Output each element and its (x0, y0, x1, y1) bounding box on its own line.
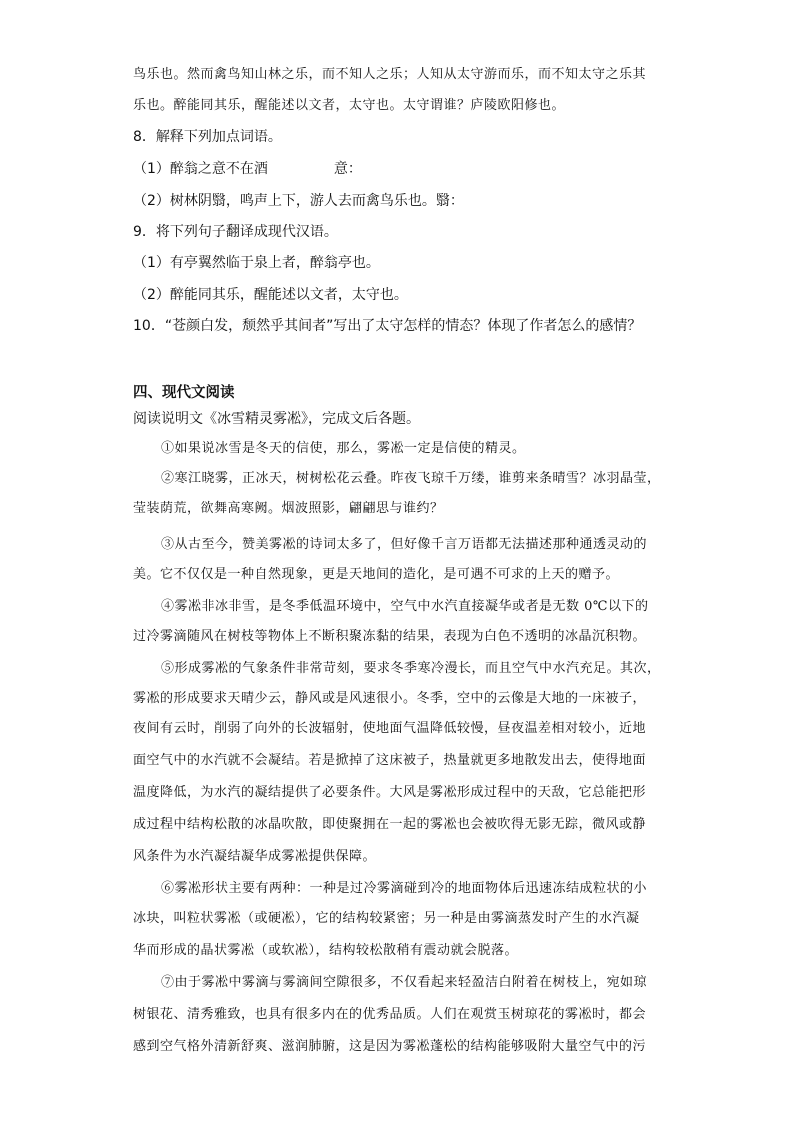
classical-text-line: 乐也。醉能同其乐，醒能述以文者，太守也。太守谓谁？庐陵欧阳修也。 (133, 98, 566, 113)
paragraph-5-line: 成过程中结构松散的冰晶吹散，即使聚拥在一起的雾凇也会被吹得无影无踪，微风或静 (133, 817, 647, 832)
paragraph-4-line: ④雾凇非冰非雪，是冬季低温环境中，空气中水汽直接凝华或者是无数 0℃以下的 (161, 599, 649, 614)
section-instruction: 阅读说明文《冰雪精灵雾凇》，完成文后各题。 (133, 411, 420, 427)
paragraph-6-line: 华而形成的晶状雾凇（或软凇），结构较松散稍有震动就会脱落。 (133, 943, 519, 958)
question-9-2: （2）醉能同其乐，醒能述以文者，太守也。 (133, 287, 408, 303)
paragraph-6-line: 冰块，叫粒状雾凇（或硬凇），它的结构较紧密；另一种是由雾滴蒸发时产生的水汽凝 (133, 911, 640, 926)
paragraph-7-line: 树银花、清秀雅致，也具有很多内在的优秀品质。人们在观赏玉树琼花的雾凇时，都会 (133, 1007, 647, 1022)
paragraph-5-line: 面空气中的水汽就不会凝结。若是掀掉了这床被子，热量就更多地散发出去，使得地面 (133, 753, 647, 768)
paragraph-5-line: 夜间有云时，削弱了向外的长波辐射，使地面气温降低较慢，昼夜温差相对较小，近地 (133, 721, 647, 736)
question-9-1: （1）有亭翼然临于泉上者，醉翁亭也。 (133, 255, 380, 271)
question-8-1-text: （1）醉翁之意不在酒 (133, 161, 268, 177)
paragraph-5-line: 风条件为水汽凝结凝华成雾凇提供保障。 (133, 849, 377, 864)
paragraph-5-line: 雾凇的形成要求天晴少云，静风或是风速很小。冬季，空中的云像是大地的一床被子， (133, 691, 647, 706)
paragraph-6-line: ⑥雾凇形状主要有两种：一种是过冷雾滴碰到冷的地面物体后迅速冻结成粒状的小 (161, 881, 648, 896)
paragraph-7-line: ⑦由于雾凇中雾滴与雾滴间空隙很多，不仅看起来轻盈洁白附着在树枝上，宛如琼 (161, 975, 648, 990)
question-8: 8．解释下列加点词语。 (133, 129, 282, 145)
question-10: 10．“苍颜白发，颓然乎其间者”写出了太守怎样的情态？体现了作者怎么的感情？ (133, 318, 642, 334)
section-heading: 四、现代文阅读 (133, 385, 235, 401)
question-8-1-answer-label: 意： (333, 161, 362, 177)
question-8-2: （2）树林阴翳，鸣声上下，游人去而禽鸟乐也。翳： (133, 193, 464, 209)
paragraph-5-line: ⑤形成雾凇的气象条件非常苛刻，要求冬季寒冷漫长，而且空气中水汽充足。其次， (161, 661, 661, 676)
classical-text-line: 鸟乐也。然而禽鸟知山林之乐，而不知人之乐；人知从太守游而乐，而不知太守之乐其 (133, 67, 647, 82)
paragraph-2-line: ②寒江晓雾，正冰天，树树松花云叠。昨夜飞琼千万缕，谁剪来条晴雪？冰羽晶莹， (161, 471, 661, 486)
paragraph-2-line: 莹装荫荒，欲舞高寒阙。烟波照影，翩翩思与谁约？ (133, 501, 444, 516)
paragraph-3-line: 美。它不仅仅是一种自然现象，更是天地间的造化，是可遇不可求的上天的赠予。 (133, 567, 620, 582)
question-8-1 (133, 160, 362, 178)
paragraph-5-line: 温度降低，为水汽的凝结提供了必要条件。大风是雾凇形成过程中的天敌，它总能把形 (133, 785, 647, 800)
paragraph-1: ①如果说冰雪是冬天的信使，那么，雾凇一定是信使的精灵。 (161, 441, 526, 456)
question-9: 9．将下列句子翻译成现代汉语。 (133, 224, 338, 240)
paragraph-3-line: ③从古至今，赞美雾凇的诗词太多了，但好像千言万语都无法描述那种通透灵动的 (161, 537, 648, 552)
paragraph-7-line: 感到空气格外清新舒爽、滋润肺腑，这是因为雾凇蓬松的结构能够吸附大量空气中的污 (133, 1039, 647, 1054)
paragraph-4-line: 过冷雾滴随风在树枝等物体上不断积聚冻黏的结果，表现为白色不透明的冰晶沉积物。 (133, 629, 647, 644)
